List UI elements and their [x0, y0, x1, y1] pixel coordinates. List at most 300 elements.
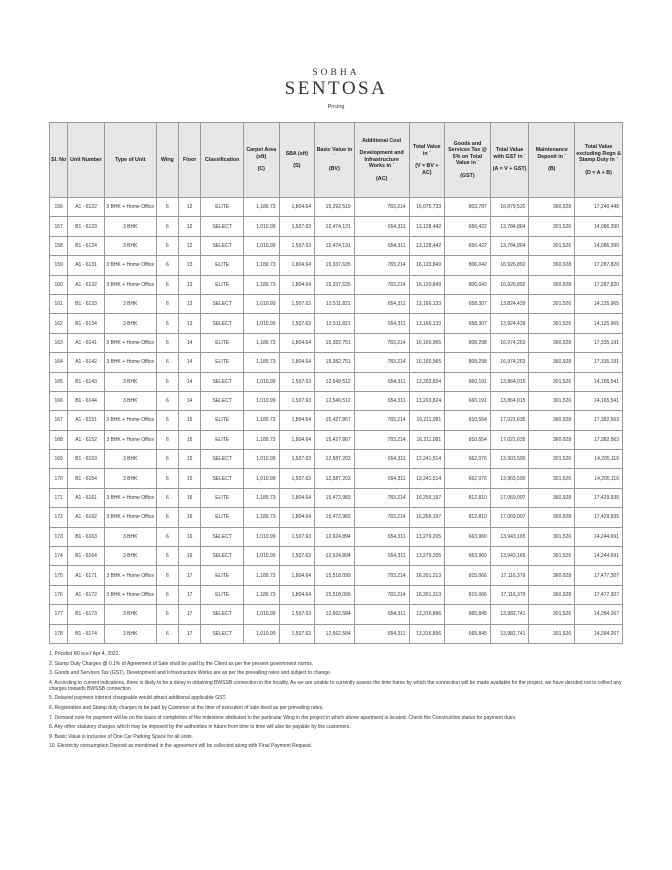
- footnote: 1. Pricelist R0 w.e.f Apr 4, 2022.: [49, 651, 120, 657]
- cell-total-value: 16,301,313: [409, 566, 445, 585]
- cell-basic-value: 12,587,203: [315, 469, 355, 488]
- cell-unit-type: 3 BHK + Home Office: [104, 508, 156, 527]
- cell-floor: 15: [179, 450, 201, 469]
- cell-wing: 6: [156, 372, 178, 391]
- cell-total-with-gst: 17,021,635: [490, 411, 529, 430]
- cell-maintenance-deposit: 301,526: [529, 469, 575, 488]
- cell-total-excluding-duty: 14,244,691: [575, 527, 623, 546]
- cell-classification: ELITE: [201, 256, 244, 275]
- cell-additional-cost: 654,311: [354, 624, 409, 643]
- cell-maintenance-deposit: 301,526: [529, 217, 575, 236]
- cell-wing: 6: [156, 508, 178, 527]
- cell-maintenance-deposit: 360,928: [529, 430, 575, 449]
- cell-basic-value: 12,511,821: [315, 314, 355, 333]
- cell-maintenance-deposit: 360,928: [529, 333, 575, 352]
- cell-sba: 1,507.63: [279, 391, 315, 410]
- cell-total-excluding-duty: 14,205,116: [575, 450, 623, 469]
- cell-total-value: 13,128,442: [409, 217, 445, 236]
- cell-floor: 13: [179, 294, 201, 313]
- cell-basic-value: 12,624,894: [315, 547, 355, 566]
- col-carpet-area: Carpet Area (sft) (C): [244, 123, 280, 198]
- cell-total-with-gst: 13,903,590: [490, 450, 529, 469]
- cell-unit-number: A1 - 6162: [68, 508, 105, 527]
- cell-unit-number: A1 - 6122: [68, 198, 105, 217]
- col-classification: Classification: [201, 123, 244, 198]
- cell-classification: SELECT: [201, 294, 244, 313]
- cell-carpet-area: 1,180.73: [244, 333, 280, 352]
- cell-basic-value: 12,511,821: [315, 294, 355, 313]
- cell-sba: 1,507.63: [279, 469, 315, 488]
- footnote: 5. Delayed payment interest chargeable would attract additional applicable GST.: [49, 695, 227, 702]
- cell-floor: 12: [179, 236, 201, 255]
- cell-basic-value: 12,662,584: [315, 605, 355, 624]
- cell-floor: 13: [179, 256, 201, 275]
- cell-gst: 662,076: [445, 450, 491, 469]
- cell-sba: 1,507.63: [279, 527, 315, 546]
- col-total-excluding-duty: Total Value excluding Regn & Stamp Duty in ` (D = A + B): [575, 123, 623, 198]
- cell-sl-no: 166: [50, 391, 68, 410]
- cell-basic-value: 12,624,894: [315, 527, 355, 546]
- cell-basic-value: 15,427,867: [315, 430, 355, 449]
- cell-wing: 6: [156, 527, 178, 546]
- cell-sl-no: 158: [50, 236, 68, 255]
- cell-total-value: 16,165,965: [409, 353, 445, 372]
- cell-wing: 6: [156, 256, 178, 275]
- cell-unit-number: B1 - 6164: [68, 547, 105, 566]
- cell-basic-value: 15,382,751: [315, 353, 355, 372]
- cell-total-excluding-duty: 17,335,191: [575, 353, 623, 372]
- cell-basic-value: 12,474,131: [315, 217, 355, 236]
- cell-unit-number: B1 - 6124: [68, 236, 105, 255]
- cell-classification: SELECT: [201, 605, 244, 624]
- cell-basic-value: 15,518,099: [315, 585, 355, 604]
- cell-unit-number: B1 - 6144: [68, 391, 105, 410]
- cell-gst: 663,960: [445, 527, 491, 546]
- cell-total-with-gst: 13,982,741: [490, 605, 529, 624]
- cell-unit-number: B1 - 6174: [68, 624, 105, 643]
- cell-carpet-area: 1,010.99: [244, 527, 280, 546]
- cell-classification: ELITE: [201, 353, 244, 372]
- cell-total-excluding-duty: 14,125,965: [575, 294, 623, 313]
- table-row: [50, 585, 623, 604]
- cell-unit-number: A1 - 6141: [68, 333, 105, 352]
- cell-total-value: 13,241,514: [409, 450, 445, 469]
- cell-total-with-gst: 13,982,741: [490, 624, 529, 643]
- cell-classification: ELITE: [201, 198, 244, 217]
- cell-maintenance-deposit: 360,928: [529, 256, 575, 275]
- cell-sba: 1,804.64: [279, 488, 315, 507]
- cell-wing: 6: [156, 236, 178, 255]
- cell-wing: 6: [156, 391, 178, 410]
- cell-classification: SELECT: [201, 236, 244, 255]
- cell-wing: 6: [156, 624, 178, 643]
- cell-additional-cost: 654,311: [354, 372, 409, 391]
- table-row: [50, 236, 623, 255]
- cell-additional-cost: 783,214: [354, 411, 409, 430]
- table-row: [50, 469, 623, 488]
- cell-gst: 806,042: [445, 256, 491, 275]
- cell-classification: ELITE: [201, 411, 244, 430]
- cell-unit-number: A1 - 6172: [68, 585, 105, 604]
- cell-total-with-gst: 17,069,007: [490, 508, 529, 527]
- footnote: 3. Goods and Services Tax (GST), Development and Infrastructure Works are as per the prevailing rates and subject to change.: [49, 670, 332, 677]
- cell-maintenance-deposit: 301,526: [529, 527, 575, 546]
- cell-gst: 808,298: [445, 333, 491, 352]
- cell-unit-type: 3 BHK + Home Office: [104, 566, 156, 585]
- cell-basic-value: 15,472,983: [315, 508, 355, 527]
- cell-unit-number: B1 - 6163: [68, 527, 105, 546]
- cell-wing: 6: [156, 217, 178, 236]
- cell-sl-no: 172: [50, 508, 68, 527]
- cell-gst: 806,042: [445, 275, 491, 294]
- cell-wing: 6: [156, 275, 178, 294]
- cell-sl-no: 173: [50, 527, 68, 546]
- cell-additional-cost: 654,311: [354, 450, 409, 469]
- cell-sba: 1,804.64: [279, 566, 315, 585]
- cell-classification: SELECT: [201, 372, 244, 391]
- cell-sl-no: 157: [50, 217, 68, 236]
- cell-additional-cost: 783,214: [354, 198, 409, 217]
- cell-unit-number: A1 - 6131: [68, 256, 105, 275]
- col-sba: SBA (sft) (S): [279, 123, 315, 198]
- cell-sl-no: 163: [50, 333, 68, 352]
- cell-sl-no: 174: [50, 547, 68, 566]
- cell-unit-number: B1 - 6143: [68, 372, 105, 391]
- cell-maintenance-deposit: 360,928: [529, 488, 575, 507]
- cell-total-with-gst: 17,116,379: [490, 566, 529, 585]
- page-subtitle: Pricing: [327, 104, 345, 110]
- cell-unit-number: B1 - 6154: [68, 469, 105, 488]
- cell-gst: 665,845: [445, 605, 491, 624]
- cell-carpet-area: 1,180.73: [244, 566, 280, 585]
- cell-total-with-gst: 17,069,007: [490, 488, 529, 507]
- cell-carpet-area: 1,010.99: [244, 391, 280, 410]
- cell-additional-cost: 654,311: [354, 547, 409, 566]
- cell-classification: ELITE: [201, 430, 244, 449]
- cell-unit-type: 3 BHK + Home Office: [104, 256, 156, 275]
- cell-sl-no: 162: [50, 314, 68, 333]
- footnote: 8. Any other statutory charges which may be imposed by the authorities in future from time to time will also be payable by the customers.: [49, 724, 351, 731]
- cell-unit-type: 3 BHK: [104, 217, 156, 236]
- cell-unit-number: A1 - 6171: [68, 566, 105, 585]
- table-row: [50, 314, 623, 333]
- cell-sl-no: 165: [50, 372, 68, 391]
- cell-sl-no: 176: [50, 585, 68, 604]
- cell-additional-cost: 783,214: [354, 488, 409, 507]
- cell-sba: 1,507.63: [279, 236, 315, 255]
- cell-unit-type: 3 BHK: [104, 372, 156, 391]
- cell-unit-type: 3 BHK + Home Office: [104, 430, 156, 449]
- cell-total-excluding-duty: 14,244,691: [575, 547, 623, 566]
- brand-top: SOBHA: [312, 68, 360, 78]
- cell-sba: 1,507.63: [279, 314, 315, 333]
- cell-total-excluding-duty: 14,125,965: [575, 314, 623, 333]
- cell-basic-value: 12,549,512: [315, 372, 355, 391]
- cell-total-value: 16,075,733: [409, 198, 445, 217]
- footnote: 6. Registration and Stamp duty charges to be paid by Customer at the time of execution of sale deed as per prevailing rates.: [49, 704, 324, 711]
- cell-floor: 15: [179, 411, 201, 430]
- cell-additional-cost: 654,311: [354, 527, 409, 546]
- cell-floor: 15: [179, 430, 201, 449]
- cell-unit-type: 3 BHK: [104, 547, 156, 566]
- cell-sl-no: 171: [50, 488, 68, 507]
- cell-total-excluding-duty: 14,284,267: [575, 624, 623, 643]
- cell-additional-cost: 783,214: [354, 430, 409, 449]
- cell-sba: 1,804.64: [279, 275, 315, 294]
- cell-unit-type: 3 BHK + Home Office: [104, 198, 156, 217]
- cell-additional-cost: 783,214: [354, 585, 409, 604]
- table-row: [50, 256, 623, 275]
- cell-total-excluding-duty: 14,086,390: [575, 236, 623, 255]
- cell-carpet-area: 1,180.73: [244, 488, 280, 507]
- col-maintenance-deposit: Maintenance Deposit in ` (B): [529, 123, 575, 198]
- cell-basic-value: 15,337,635: [315, 256, 355, 275]
- cell-total-with-gst: 13,824,439: [490, 294, 529, 313]
- col-basic-value: Basic Value in ` (BV): [315, 123, 355, 198]
- cell-total-excluding-duty: 14,165,541: [575, 391, 623, 410]
- cell-wing: 6: [156, 605, 178, 624]
- cell-wing: 6: [156, 585, 178, 604]
- cell-sba: 1,804.64: [279, 333, 315, 352]
- cell-additional-cost: 654,311: [354, 391, 409, 410]
- cell-classification: SELECT: [201, 469, 244, 488]
- cell-gst: 663,960: [445, 547, 491, 566]
- cell-unit-type: 3 BHK: [104, 236, 156, 255]
- cell-unit-type: 3 BHK + Home Office: [104, 411, 156, 430]
- cell-sba: 1,804.64: [279, 585, 315, 604]
- page-header: [0, 68, 672, 110]
- cell-wing: 6: [156, 450, 178, 469]
- cell-gst: 665,845: [445, 624, 491, 643]
- cell-gst: 660,191: [445, 372, 491, 391]
- cell-classification: SELECT: [201, 450, 244, 469]
- footnote: 10. Electricity consumption Deposit as mentioned in the agreement will be collected along with Final Payment Request.: [49, 743, 313, 750]
- cell-gst: 803,787: [445, 198, 491, 217]
- cell-sba: 1,804.64: [279, 430, 315, 449]
- cell-carpet-area: 1,180.73: [244, 508, 280, 527]
- cell-unit-number: A1 - 6142: [68, 353, 105, 372]
- cell-basic-value: 15,472,983: [315, 488, 355, 507]
- cell-unit-type: 3 BHK + Home Office: [104, 353, 156, 372]
- cell-total-with-gst: 17,116,379: [490, 585, 529, 604]
- cell-unit-type: 3 BHK + Home Office: [104, 275, 156, 294]
- cell-maintenance-deposit: 360,928: [529, 198, 575, 217]
- cell-total-value: 16,165,965: [409, 333, 445, 352]
- cell-carpet-area: 1,010.99: [244, 624, 280, 643]
- cell-wing: 6: [156, 430, 178, 449]
- cell-unit-number: A1 - 6132: [68, 275, 105, 294]
- cell-classification: ELITE: [201, 585, 244, 604]
- cell-sba: 1,804.64: [279, 198, 315, 217]
- cell-floor: 14: [179, 333, 201, 352]
- cell-carpet-area: 1,010.99: [244, 294, 280, 313]
- cell-total-value: 13,203,824: [409, 391, 445, 410]
- cell-sba: 1,507.63: [279, 294, 315, 313]
- cell-carpet-area: 1,010.99: [244, 314, 280, 333]
- cell-total-with-gst: 13,824,439: [490, 314, 529, 333]
- table-row: [50, 333, 623, 352]
- cell-basic-value: 15,382,751: [315, 333, 355, 352]
- cell-gst: 656,422: [445, 236, 491, 255]
- cell-additional-cost: 783,214: [354, 566, 409, 585]
- pricing-table: [49, 122, 623, 644]
- cell-total-value: 13,316,896: [409, 605, 445, 624]
- cell-unit-type: 3 BHK: [104, 624, 156, 643]
- cell-floor: 14: [179, 372, 201, 391]
- cell-additional-cost: 654,311: [354, 469, 409, 488]
- cell-maintenance-deposit: 301,526: [529, 236, 575, 255]
- cell-basic-value: 15,292,519: [315, 198, 355, 217]
- cell-carpet-area: 1,010.99: [244, 469, 280, 488]
- cell-maintenance-deposit: 360,928: [529, 585, 575, 604]
- cell-additional-cost: 654,311: [354, 217, 409, 236]
- cell-gst: 658,307: [445, 314, 491, 333]
- cell-sl-no: 170: [50, 469, 68, 488]
- cell-sba: 1,804.64: [279, 508, 315, 527]
- cell-total-with-gst: 13,903,590: [490, 469, 529, 488]
- cell-total-with-gst: 16,926,892: [490, 275, 529, 294]
- cell-wing: 6: [156, 333, 178, 352]
- cell-total-with-gst: 13,864,015: [490, 372, 529, 391]
- brand-name: SENTOSA: [284, 78, 388, 99]
- cell-classification: ELITE: [201, 333, 244, 352]
- cell-total-excluding-duty: 17,429,935: [575, 508, 623, 527]
- table-body: [50, 198, 623, 644]
- cell-classification: SELECT: [201, 314, 244, 333]
- cell-gst: 815,066: [445, 585, 491, 604]
- cell-wing: 6: [156, 547, 178, 566]
- cell-unit-type: 3 BHK + Home Office: [104, 585, 156, 604]
- footnote: 4. According to current indications, there is likely to be a delay in obtaining BWSSB connection in the locality. As we are unable to currently assess the time frame by which the connection will be made available for the project, we have decided not to collect any charges towards BWSSB connection.: [49, 679, 622, 692]
- footnotes: [49, 651, 625, 753]
- cell-carpet-area: 1,180.73: [244, 256, 280, 275]
- cell-maintenance-deposit: 301,526: [529, 294, 575, 313]
- cell-classification: SELECT: [201, 391, 244, 410]
- cell-maintenance-deposit: 301,526: [529, 372, 575, 391]
- footnote: 2. Stamp Duty Charges @ 0.1% of Agreement of Sale shall be paid by the Client as per the present government norms.: [49, 660, 314, 667]
- cell-gst: 812,810: [445, 488, 491, 507]
- footnote: 9. Basic Value is inclusive of One Car Parking Space for all units.: [49, 733, 193, 740]
- cell-total-value: 16,120,849: [409, 256, 445, 275]
- cell-carpet-area: 1,010.99: [244, 450, 280, 469]
- table-row: [50, 566, 623, 585]
- cell-carpet-area: 1,180.73: [244, 585, 280, 604]
- cell-additional-cost: 783,214: [354, 333, 409, 352]
- cell-wing: 6: [156, 566, 178, 585]
- table-header-row: [50, 123, 623, 198]
- cell-gst: 660,191: [445, 391, 491, 410]
- table-row: [50, 217, 623, 236]
- table-row: [50, 547, 623, 566]
- cell-floor: 17: [179, 566, 201, 585]
- cell-sl-no: 169: [50, 450, 68, 469]
- cell-total-excluding-duty: 14,205,116: [575, 469, 623, 488]
- cell-floor: 17: [179, 624, 201, 643]
- cell-total-value: 13,241,514: [409, 469, 445, 488]
- cell-total-value: 13,166,133: [409, 294, 445, 313]
- col-sl-no: Sl. No: [50, 123, 68, 198]
- col-total-with-gst: Total Value with GST in ` (A = V + GST): [490, 123, 529, 198]
- cell-total-with-gst: 17,021,635: [490, 430, 529, 449]
- cell-unit-type: 3 BHK: [104, 450, 156, 469]
- cell-sl-no: 175: [50, 566, 68, 585]
- cell-maintenance-deposit: 360,928: [529, 566, 575, 585]
- cell-floor: 13: [179, 314, 201, 333]
- cell-floor: 14: [179, 353, 201, 372]
- cell-additional-cost: 783,214: [354, 353, 409, 372]
- col-type: Type of Unit: [104, 123, 156, 198]
- cell-classification: SELECT: [201, 547, 244, 566]
- cell-floor: 15: [179, 469, 201, 488]
- cell-sl-no: 160: [50, 275, 68, 294]
- cell-carpet-area: 1,010.99: [244, 236, 280, 255]
- cell-basic-value: 12,474,131: [315, 236, 355, 255]
- col-gst: Goods and Services Tax @ 5% on Total Value in ` (GST): [445, 123, 491, 198]
- col-total-value: Total Value in ` (V = BV + AC): [409, 123, 445, 198]
- cell-sba: 1,804.64: [279, 353, 315, 372]
- cell-total-value: 16,256,197: [409, 488, 445, 507]
- cell-maintenance-deposit: 360,928: [529, 353, 575, 372]
- cell-carpet-area: 1,010.99: [244, 372, 280, 391]
- cell-classification: ELITE: [201, 508, 244, 527]
- table-row: [50, 488, 623, 507]
- cell-total-excluding-duty: 17,382,563: [575, 411, 623, 430]
- table-row: [50, 605, 623, 624]
- cell-total-with-gst: 13,784,864: [490, 236, 529, 255]
- cell-total-excluding-duty: 17,382,563: [575, 430, 623, 449]
- cell-additional-cost: 654,311: [354, 605, 409, 624]
- cell-classification: ELITE: [201, 488, 244, 507]
- table-row: [50, 391, 623, 410]
- table-row: [50, 198, 623, 217]
- cell-total-value: 16,120,849: [409, 275, 445, 294]
- cell-total-value: 13,279,205: [409, 527, 445, 546]
- cell-maintenance-deposit: 301,526: [529, 391, 575, 410]
- cell-sba: 1,507.63: [279, 450, 315, 469]
- cell-additional-cost: 654,311: [354, 294, 409, 313]
- cell-floor: 16: [179, 547, 201, 566]
- cell-total-excluding-duty: 17,240,448: [575, 198, 623, 217]
- cell-unit-number: B1 - 6153: [68, 450, 105, 469]
- cell-total-excluding-duty: 17,477,307: [575, 566, 623, 585]
- cell-sba: 1,507.63: [279, 547, 315, 566]
- cell-classification: SELECT: [201, 624, 244, 643]
- cell-maintenance-deposit: 301,526: [529, 547, 575, 566]
- cell-total-with-gst: 13,864,015: [490, 391, 529, 410]
- cell-floor: 12: [179, 217, 201, 236]
- cell-total-value: 13,316,896: [409, 624, 445, 643]
- cell-sl-no: 178: [50, 624, 68, 643]
- cell-basic-value: 12,587,203: [315, 450, 355, 469]
- cell-total-value: 16,256,197: [409, 508, 445, 527]
- cell-total-value: 16,211,081: [409, 430, 445, 449]
- cell-floor: 17: [179, 605, 201, 624]
- cell-unit-number: B1 - 6133: [68, 294, 105, 313]
- cell-carpet-area: 1,180.73: [244, 411, 280, 430]
- table-row: [50, 430, 623, 449]
- cell-maintenance-deposit: 301,526: [529, 314, 575, 333]
- cell-gst: 810,554: [445, 430, 491, 449]
- cell-total-excluding-duty: 17,477,307: [575, 585, 623, 604]
- cell-unit-type: 3 BHK: [104, 605, 156, 624]
- cell-gst: 658,307: [445, 294, 491, 313]
- cell-unit-type: 3 BHK + Home Office: [104, 333, 156, 352]
- cell-total-excluding-duty: 17,287,820: [575, 256, 623, 275]
- cell-maintenance-deposit: 301,526: [529, 624, 575, 643]
- cell-total-with-gst: 13,784,864: [490, 217, 529, 236]
- cell-classification: ELITE: [201, 275, 244, 294]
- cell-basic-value: 12,549,512: [315, 391, 355, 410]
